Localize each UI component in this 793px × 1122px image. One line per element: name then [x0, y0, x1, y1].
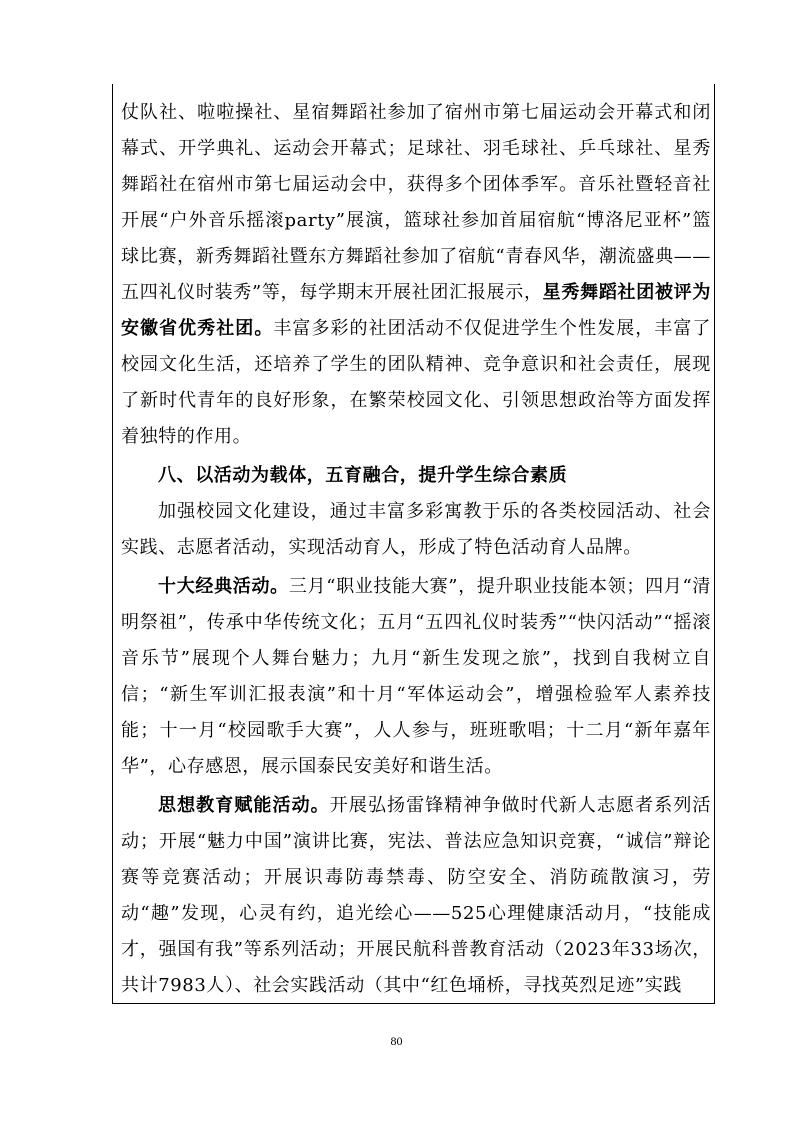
paragraph-classic-activities — [121, 569, 711, 785]
paragraph-ideological-education — [121, 788, 711, 1004]
clubs-summary-text: 丰富多彩的社团活动不仅促进学生个性发展，丰富了校园文化生活，还培养了学生的团队精神、竞争意识和社会责任，展现了新时代青年的良好形象，在繁荣校园文化、引领思想政治等方面发挥着独特的作用。 — [121, 318, 711, 447]
paragraph-campus-culture: 加强校园文化建设，通过丰富多彩寓教于乐的各类校园活动、社会实践、志愿者活动，实现活动育人，形成了特色活动育人品牌。 — [121, 501, 711, 558]
classic-activities-bold: 十大经典活动。 — [158, 576, 289, 597]
ideological-education-bold: 思想教育赋能活动。 — [158, 795, 330, 816]
classic-activities-text: 三月“职业技能大赛”，提升职业技能本领；四月“清明祭祖”，传承中华传统文化；五月“五四礼仪时装秀”“快闪活动”“摇滚音乐节”展现个人舞台魅力；九月“新生发现之旅”，找到自我树立自信；“新生军训汇报表演”和十月“军体运动会”，增强检验军人素养技能；十一月“校园歌手大赛”，人人参与，班班歌唱；十二月“新年嘉年华”，心存感恩，展示国泰民安美好和谐生活。 — [121, 576, 711, 777]
section-heading-8: 八、以活动为载体，五育融合，提升学生综合素质 — [158, 465, 568, 486]
clubs-award-bold: 星秀舞蹈社团被评为安徽省优秀社团。 — [121, 282, 711, 339]
clubs-text: 仗队社、啦啦操社、星宿舞蹈社参加了宿州市第七届运动会开幕式和闭幕式、开学典礼、运动会开幕式；足球社、羽毛球社、乒乓球社、星秀舞蹈社在宿州市第七届运动会中，获得多个团体季军。音乐社暨轻音社开展“户外音乐摇滚party”展演，篮球社参加首届宿航“博洛尼亚杯”篮球比赛，新秀舞蹈社暨东方舞蹈社参加了宿航“青春风华，潮流盛典——五四礼仪时装秀”等，每学期末开展社团汇报展示， — [121, 102, 711, 303]
document-body — [121, 95, 711, 1004]
ideological-education-text: 开展弘扬雷锋精神争做时代新人志愿者系列活动；开展“魅力中国”演讲比赛，宪法、普法应急知识竞赛，“诚信”辩论赛等竞赛活动；开展识毒防毒禁毒、防空安全、消防疏散演习，劳动“趣”发现，心灵有约，追光绘心——525心理健康活动月，“技能成才，强国有我”等系列活动；开展民航科普教育活动（2023年33场次，共计7983人）、社会实践活动（其中“红色埇桥，寻找英烈足迹”实践 — [121, 795, 712, 996]
paragraph-clubs — [121, 95, 711, 455]
page-number: 80 — [390, 1034, 403, 1048]
